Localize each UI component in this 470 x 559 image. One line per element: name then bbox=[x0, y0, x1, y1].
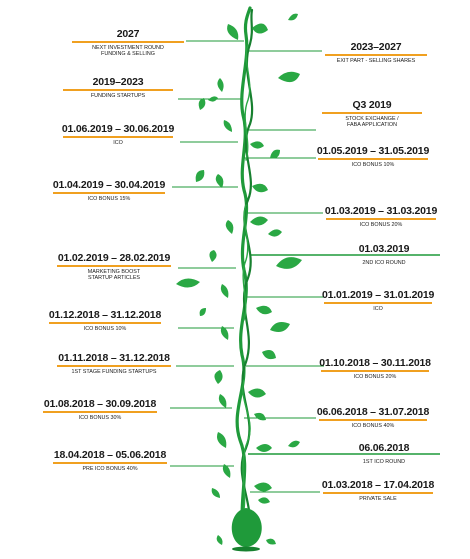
left-entry bbox=[50, 179, 168, 202]
leaf-icon bbox=[288, 14, 298, 21]
entry-subtitle: MARKETING BOOST STARTUP ARTICLES bbox=[87, 269, 141, 282]
entry-title: 2023–2027 bbox=[350, 41, 402, 53]
entry-title: 06.06.2018 bbox=[358, 442, 410, 454]
vine-stems bbox=[237, 8, 252, 545]
entry-title: 01.03.2019 bbox=[358, 243, 410, 255]
entry-subtitle: NEXT INVESTMENT ROUND FUNDING & SELLING bbox=[92, 45, 164, 58]
left-entry bbox=[50, 449, 170, 472]
entry-subtitle: PRIVATE SALE bbox=[359, 496, 397, 502]
leaf-icon bbox=[227, 24, 238, 40]
leaf-icon bbox=[254, 413, 266, 421]
entry-subtitle: PRE ICO BONUS 40% bbox=[82, 466, 138, 472]
seed-bulb bbox=[232, 508, 262, 552]
right-entry bbox=[328, 243, 440, 266]
leaf-icon bbox=[252, 23, 268, 33]
entry-subtitle: ICO BONUS 15% bbox=[87, 196, 131, 202]
entry-title: 01.08.2018 – 30.09.2018 bbox=[43, 398, 157, 410]
leaf-icon bbox=[199, 98, 206, 110]
right-entry bbox=[328, 442, 440, 465]
entry-title: 2027 bbox=[116, 28, 140, 40]
leaves bbox=[176, 14, 302, 545]
left-entry bbox=[46, 309, 164, 332]
left-entry bbox=[60, 76, 176, 99]
entry-divider bbox=[326, 218, 436, 220]
right-entry bbox=[320, 479, 436, 502]
entry-divider bbox=[57, 265, 171, 267]
entry-divider bbox=[325, 54, 427, 56]
entry-subtitle: EXIT PART - SELLING SHARES bbox=[336, 58, 416, 64]
left-entry bbox=[60, 123, 176, 146]
leaf-icon bbox=[250, 216, 268, 225]
leaf-icon bbox=[270, 150, 280, 159]
leaf-icon bbox=[256, 444, 272, 452]
leaf-icon bbox=[176, 278, 200, 287]
entry-title: 01.11.2018 – 31.12.2018 bbox=[58, 352, 170, 364]
leaf-icon bbox=[217, 535, 223, 545]
leaf-icon bbox=[288, 441, 300, 448]
leaf-icon bbox=[216, 174, 224, 188]
entry-title: 01.04.2019 – 30.04.2019 bbox=[52, 179, 166, 191]
leaf-icon bbox=[217, 432, 226, 448]
entry-divider bbox=[322, 112, 422, 114]
entry-title: 01.10.2018 – 30.11.2018 bbox=[319, 357, 431, 369]
entry-divider bbox=[321, 370, 429, 372]
entry-subtitle: 2ND ICO ROUND bbox=[362, 260, 406, 266]
entry-subtitle: ICO BONUS 40% bbox=[351, 423, 395, 429]
entry-subtitle: ICO BONUS 20% bbox=[359, 222, 403, 228]
entry-title: 2019–2023 bbox=[92, 76, 144, 88]
leaf-icon bbox=[258, 497, 270, 503]
left-entry bbox=[40, 398, 160, 421]
leaf-icon bbox=[224, 120, 232, 132]
leaf-icon bbox=[196, 170, 205, 182]
entry-title: 18.04.2018 – 05.06.2018 bbox=[53, 449, 167, 461]
left-entry bbox=[54, 252, 174, 281]
leaf-icon bbox=[219, 394, 227, 408]
leaf-icon bbox=[268, 229, 282, 236]
entry-subtitle: ICO BONUS 20% bbox=[353, 374, 397, 380]
leaf-icon bbox=[200, 308, 206, 316]
entry-divider bbox=[43, 411, 157, 413]
entry-subtitle: ICO BONUS 10% bbox=[83, 326, 127, 332]
entry-title: 01.02.2019 – 28.02.2019 bbox=[57, 252, 171, 264]
entry-subtitle: ICO BONUS 10% bbox=[351, 162, 395, 168]
leaf-icon bbox=[248, 388, 266, 397]
entry-divider bbox=[53, 462, 167, 464]
leaf-icon bbox=[270, 322, 290, 332]
left-entry bbox=[68, 28, 188, 57]
entry-divider bbox=[63, 136, 173, 138]
right-entry bbox=[316, 145, 430, 168]
leaf-icon bbox=[278, 72, 300, 82]
entry-title: 01.03.2019 – 31.03.2019 bbox=[324, 205, 438, 217]
leaf-icon bbox=[212, 488, 220, 498]
entry-divider bbox=[57, 365, 171, 367]
right-entry bbox=[322, 289, 434, 312]
entry-divider bbox=[318, 158, 428, 160]
entry-subtitle: FUNDING STARTUPS bbox=[90, 93, 146, 99]
entry-subtitle: ICO bbox=[113, 140, 123, 146]
right-entry bbox=[318, 357, 432, 380]
leaf-icon bbox=[254, 482, 272, 491]
leaf-icon bbox=[262, 350, 276, 359]
entry-divider bbox=[323, 492, 433, 494]
entry-title: 06.06.2018 – 31.07.2018 bbox=[316, 406, 430, 418]
leaf-icon bbox=[226, 220, 234, 234]
entry-divider bbox=[49, 322, 161, 324]
entry-title: 01.03.2018 – 17.04.2018 bbox=[321, 479, 435, 491]
entry-subtitle: 1ST ICO ROUND bbox=[362, 459, 406, 465]
entry-subtitle: ICO bbox=[373, 306, 383, 312]
right-entry bbox=[318, 99, 426, 128]
leaf-icon bbox=[217, 78, 223, 92]
leaf-icon bbox=[221, 284, 229, 298]
leaf-icon bbox=[276, 257, 302, 269]
entry-title: 01.05.2019 – 31.05.2019 bbox=[316, 145, 430, 157]
leaf-icon bbox=[250, 141, 264, 148]
entry-subtitle: 1ST STAGE FUNDING STARTUPS bbox=[71, 369, 157, 375]
entry-divider bbox=[53, 192, 165, 194]
entry-title: 01.06.2019 – 30.06.2019 bbox=[61, 123, 175, 135]
entry-divider bbox=[324, 302, 432, 304]
leaf-icon bbox=[214, 370, 222, 384]
entry-divider bbox=[63, 89, 173, 91]
leaf-icon bbox=[209, 250, 216, 262]
leaf-icon bbox=[252, 184, 268, 193]
leaf-icon bbox=[266, 539, 276, 545]
entry-divider bbox=[72, 41, 184, 43]
right-entry bbox=[316, 406, 430, 429]
entry-title: Q3 2019 bbox=[352, 99, 392, 111]
entry-subtitle: STOCK EXCHANGE / FABA APPLICATION bbox=[345, 116, 399, 129]
entry-subtitle: ICO BONUS 30% bbox=[78, 415, 122, 421]
leaf-icon bbox=[256, 306, 272, 315]
left-entry bbox=[54, 352, 174, 375]
entry-divider bbox=[319, 419, 427, 421]
entry-title: 01.01.2019 – 31.01.2019 bbox=[322, 289, 435, 301]
right-entry bbox=[324, 205, 438, 228]
right-entry bbox=[322, 41, 430, 64]
leaf-icon bbox=[208, 96, 218, 101]
entry-title: 01.12.2018 – 31.12.2018 bbox=[48, 309, 162, 321]
